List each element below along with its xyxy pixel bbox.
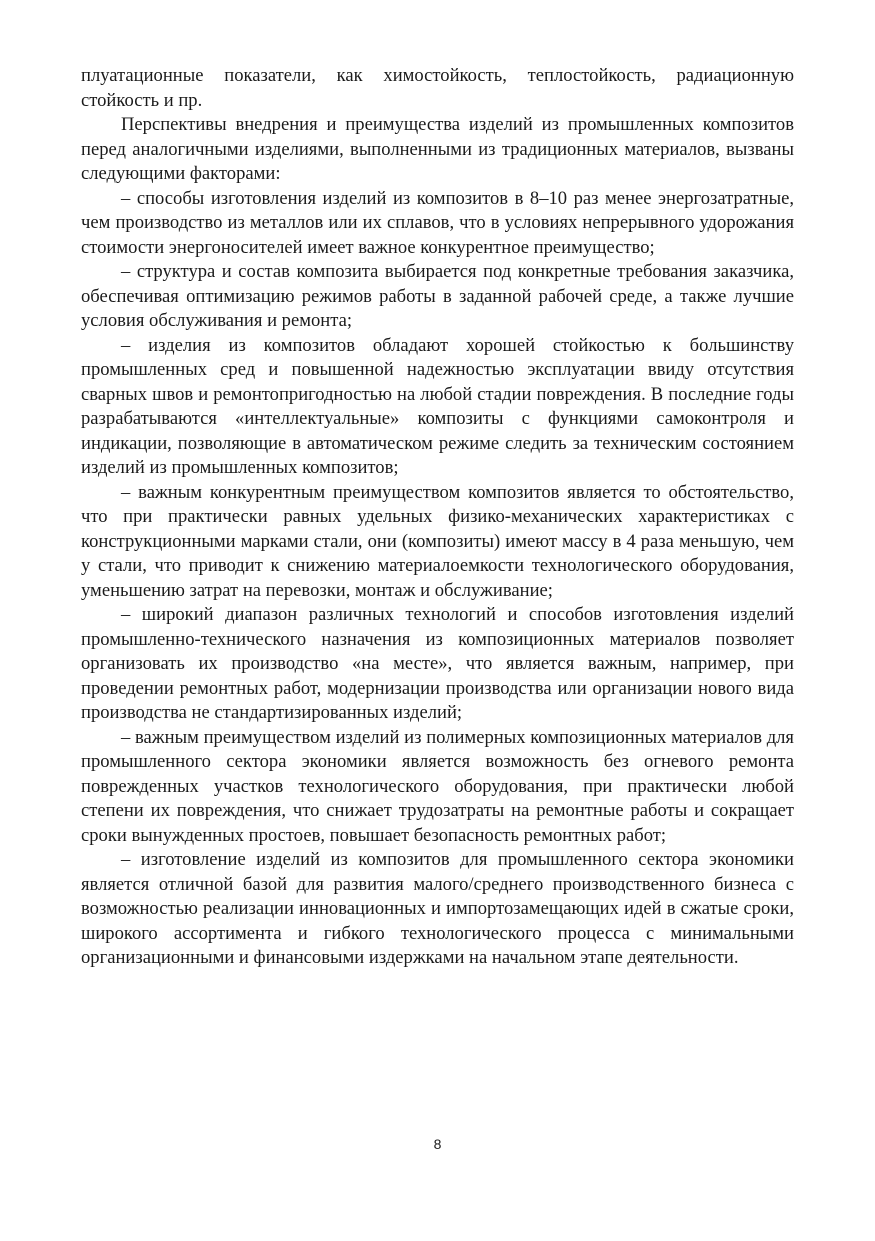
list-item-business: – изготовление изделий из композитов для промышленного сектора экономики является отличной базой для развития малого/среднего производственного бизнеса с возможностью реализации инновационных и импортозамещающих идей в сжатые сроки, широкого ассортимента и гибкого технологического процесса с минимальными организационными и финансовыми издержками на начальном этапе деятельности. — [81, 849, 794, 968]
list-item-technologies: – широкий диапазон различных технологий и способов изготовления изделий промышленно-технического назначения из композиционных материалов позволяет организовать их производство «на месте», что является важным, например, при проведении ремонтных работ, модернизации производства или организации нового вида производства не стандартизированных изделий; — [81, 604, 794, 723]
page-number: 8 — [433, 1136, 442, 1152]
paragraph-continuation: плуатационные показатели, как химостойкость, теплостойкость, радиационную стойкость и пр. — [81, 65, 794, 111]
list-item-energy: – способы изготовления изделий из композитов в 8–10 раз менее энергозатратные, чем производство из металлов или их сплавов, что в условиях непрерывного удорожания стоимости энергоносителей имеет важное конкурентное преимущество; — [81, 187, 794, 258]
body-text — [81, 64, 794, 971]
list-item-structure: – структура и состав композита выбирается под конкретные требования заказчика, обеспечивая оптимизацию режимов работы в заданной рабочей среде, а также лучшие условия обслуживания и ремонта; — [81, 261, 794, 331]
list-item-repair: – важным преимуществом изделий из полимерных композиционных материалов для промышленного сектора экономики является возможность без огневого ремонта поврежденных участков технологического оборудования, при практически любой степени их повреждения, что снижает трудозатраты на ремонтные работы и сокращает сроки вынужденных простоев, повышает безопасность ремонтных работ; — [81, 726, 794, 846]
list-item-mass: – важным конкурентным преимуществом композитов является то обстоятельство, что при практически равных удельных физико-механических характеристиках с конструкционными марками стали, они (композиты) имеют массу в 4 раза меньшую, чем у стали, что приводит к снижению материалоемкости технологического оборудования, уменьшению затрат на перевозки, монтаж и обслуживание; — [81, 481, 794, 601]
list-item-durability: – изделия из композитов обладают хорошей стойкостью к большинству промышленных сред и повышенной надежностью эксплуатации ввиду отсутствия сварных швов и ремонтопригодностью на любой стадии повреждения. В последние годы разрабатываются «интеллектуальные» композиты с функциями самоконтроля и индикации, позволяющие в автоматическом режиме следить за техническим состоянием изделий из промышленных композитов; — [81, 334, 794, 478]
paragraph-intro: Перспективы внедрения и преимущества изделий из промышленных композитов перед аналогичными изделиями, выполненными из традиционных материалов, вызваны следующими факторами: — [81, 114, 794, 184]
